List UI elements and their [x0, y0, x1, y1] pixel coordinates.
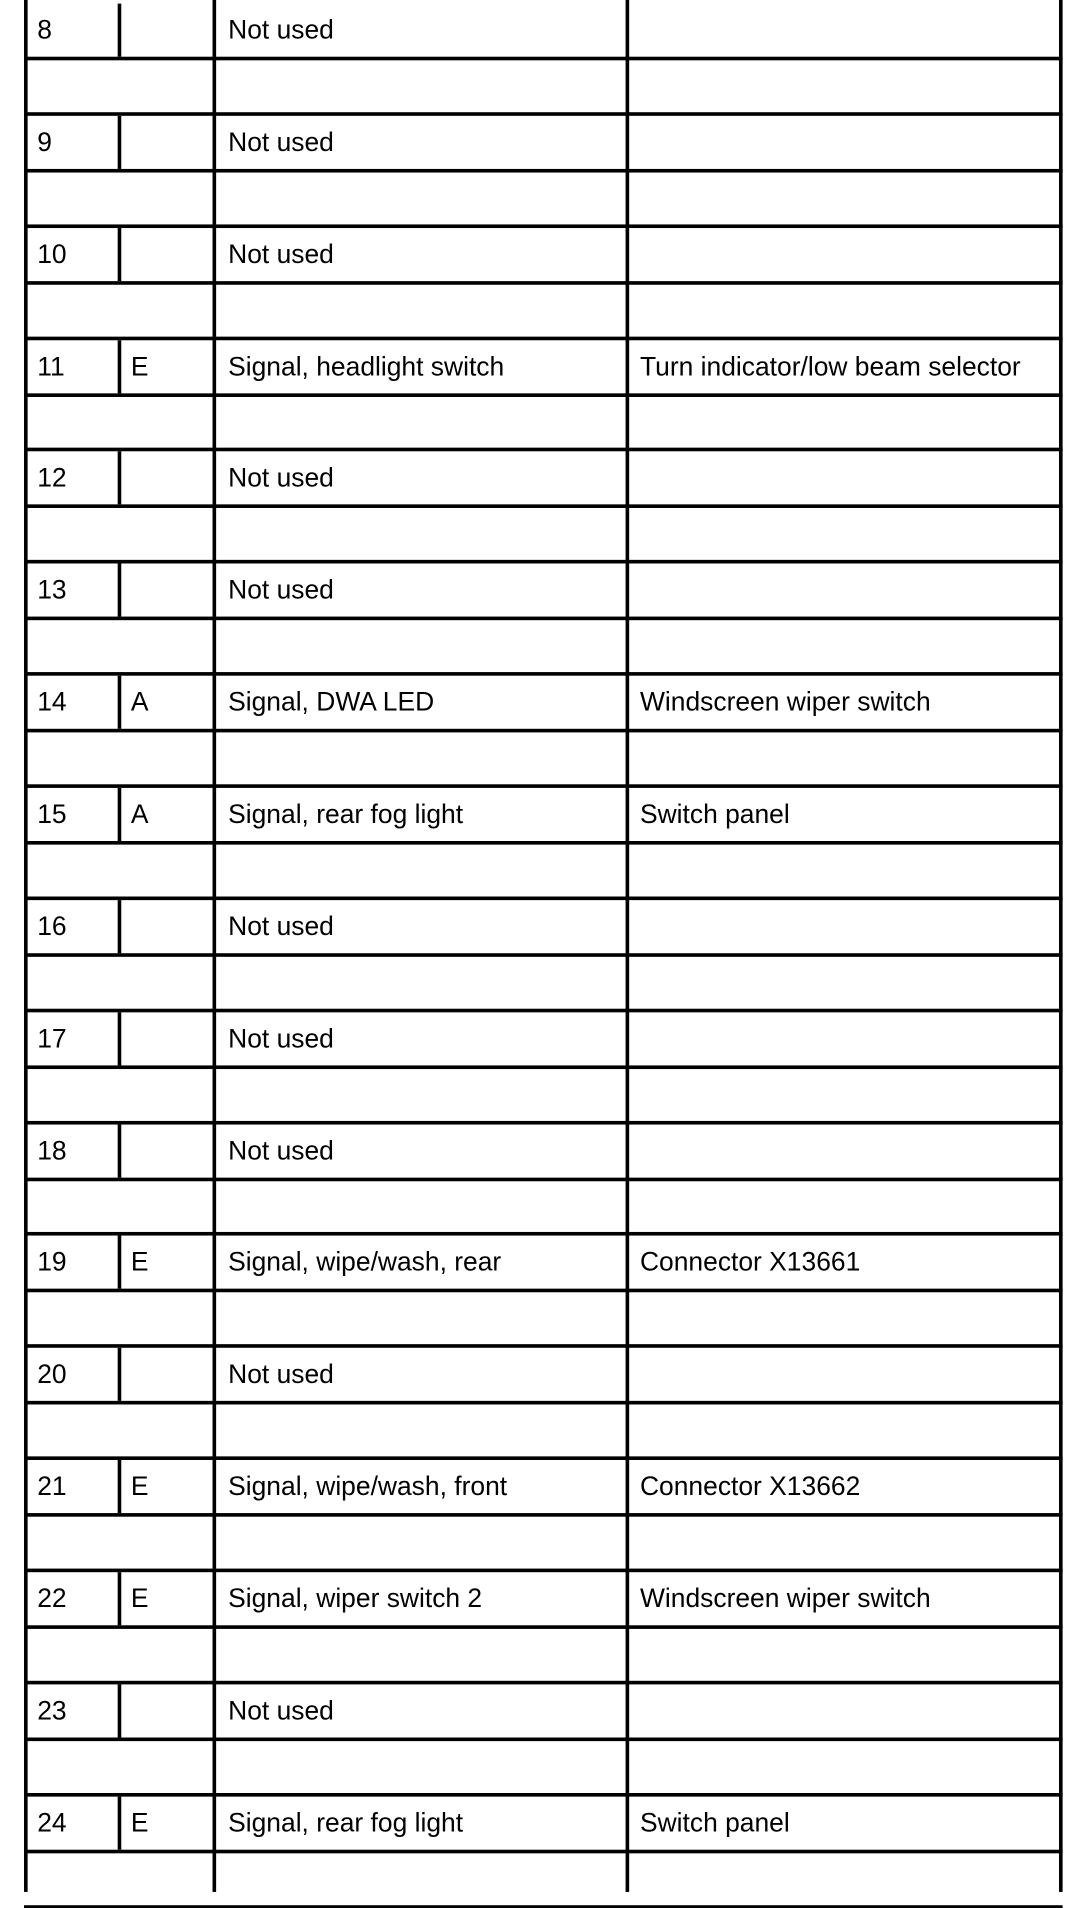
pin-number: 13: [37, 574, 67, 605]
signal-direction: E: [130, 350, 149, 381]
row-divider: [24, 1008, 1063, 1012]
row-divider: [24, 281, 1063, 285]
pin-description: Not used: [228, 462, 334, 493]
row-divider: [24, 112, 1063, 116]
pin-description: Not used: [228, 1022, 334, 1054]
row-divider: [24, 448, 1063, 452]
row-divider: [24, 1849, 1063, 1853]
signal-direction: A: [130, 798, 149, 829]
pin-io-divider: [118, 1796, 122, 1849]
pin-io-divider: [118, 4, 122, 57]
connection-target: Windscreen wiper switch: [639, 1583, 931, 1614]
row-divider: [24, 1457, 1063, 1461]
row-divider: [24, 1232, 1063, 1236]
row-divider: [24, 1065, 1063, 1069]
pin-number: 8: [37, 14, 52, 45]
pin-io-divider: [118, 1012, 122, 1065]
connection-target: Turn indicator/low beam selector: [639, 350, 1021, 381]
pin-io-divider: [118, 1124, 122, 1177]
row-divider: [24, 729, 1063, 733]
signal-direction: A: [130, 686, 149, 717]
signal-direction: E: [130, 1807, 149, 1838]
row-divider: [24, 1793, 1063, 1797]
row-divider: [24, 169, 1063, 173]
pin-io-divider: [118, 1460, 122, 1513]
row-divider: [24, 1513, 1063, 1517]
pin-number: 22: [37, 1583, 67, 1614]
row-divider: [24, 1625, 1063, 1629]
pin-number: 16: [37, 910, 67, 941]
connection-target: Windscreen wiper switch: [639, 686, 931, 717]
row-divider: [24, 505, 1063, 509]
row-divider: [24, 1737, 1063, 1741]
pin-number: 10: [37, 238, 67, 269]
pin-description: Signal, wipe/wash, rear: [228, 1246, 502, 1278]
pin-number: 14: [37, 686, 67, 717]
row-divider: [24, 1345, 1063, 1349]
pin-number: 15: [37, 798, 67, 829]
row-divider: [24, 224, 1063, 228]
row-divider: [24, 393, 1063, 397]
row-divider: [24, 841, 1063, 845]
pin-description: Not used: [228, 126, 334, 157]
pin-description: Not used: [228, 910, 334, 941]
pin-number: 18: [37, 1134, 67, 1166]
row-divider: [24, 1177, 1063, 1181]
pin-io-divider: [118, 340, 122, 393]
connection-target: Connector X13661: [639, 1246, 861, 1278]
connection-target: Switch panel: [639, 1807, 790, 1838]
row-divider: [24, 1401, 1063, 1405]
pin-description: Not used: [228, 238, 334, 269]
pin-io-divider: [118, 116, 122, 169]
pin-io-divider: [118, 676, 122, 729]
pin-io-divider: [118, 1684, 122, 1737]
pin-description: Signal, wiper switch 2: [228, 1583, 483, 1614]
row-divider: [24, 896, 1063, 900]
pin-number: 21: [37, 1471, 67, 1502]
pin-description: Not used: [228, 1134, 334, 1166]
pin-description: Not used: [228, 574, 334, 605]
signal-direction: E: [130, 1583, 149, 1614]
pin-description: Signal, wipe/wash, front: [228, 1471, 508, 1502]
signal-direction: E: [130, 1471, 149, 1502]
pin-number: 23: [37, 1695, 67, 1726]
row-divider: [24, 560, 1063, 564]
row-divider: [24, 617, 1063, 621]
pin-number: 17: [37, 1022, 67, 1054]
connection-target: Connector X13662: [639, 1471, 861, 1502]
pin-number: 11: [37, 350, 65, 381]
pin-io-divider: [118, 788, 122, 841]
pin-description: Not used: [228, 14, 334, 45]
pin-io-divider: [118, 564, 122, 617]
row-divider: [24, 57, 1063, 61]
row-divider: [24, 1120, 1063, 1124]
pin-io-divider: [118, 1572, 122, 1625]
pin-io-divider: [118, 900, 122, 953]
row-divider: [24, 1681, 1063, 1685]
row-divider: [24, 1289, 1063, 1293]
pin-io-divider: [118, 1348, 122, 1401]
pin-io-divider: [118, 228, 122, 281]
pin-io-divider: [118, 452, 122, 505]
row-divider: [24, 784, 1063, 788]
pin-number: 12: [37, 462, 67, 493]
pin-number: 9: [37, 126, 52, 157]
pin-description: Signal, DWA LED: [228, 686, 435, 717]
pin-io-divider: [118, 1236, 122, 1289]
pin-number: 24: [37, 1807, 67, 1838]
pin-description: Not used: [228, 1695, 334, 1726]
pin-description: Signal, rear fog light: [228, 1807, 464, 1838]
pin-description: Signal, headlight switch: [228, 350, 505, 381]
pin-number: 19: [37, 1246, 67, 1278]
signal-direction: E: [130, 1246, 149, 1278]
pin-number: 20: [37, 1359, 67, 1390]
pin-description: Not used: [228, 1359, 334, 1390]
row-divider: [24, 953, 1063, 957]
connection-target: Switch panel: [639, 798, 790, 829]
pin-description: Signal, rear fog light: [228, 798, 464, 829]
